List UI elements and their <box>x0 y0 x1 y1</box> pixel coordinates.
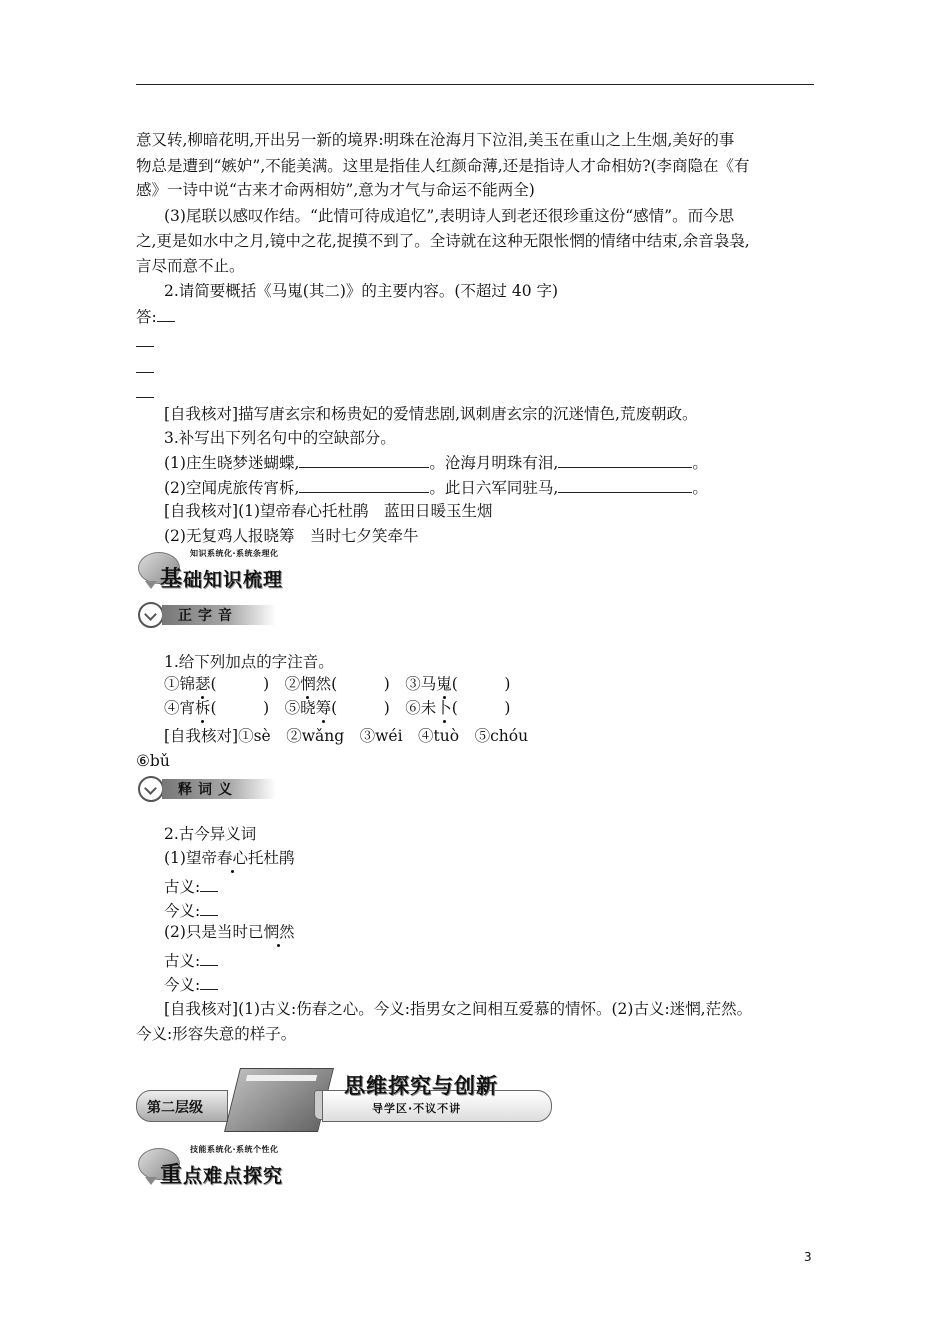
fill-blank[interactable] <box>299 477 429 493</box>
fill-blank[interactable] <box>558 452 692 468</box>
self-check: [自我核对](1)古义:伤春之心。今义:指男女之间相互爱慕的情怀。(2)古义:迷惘,茫然。 <box>164 1000 753 1018</box>
section-title: 基础知识梳理 <box>160 567 284 592</box>
word-item: (2)只是当时已惘然 <box>164 923 295 941</box>
clock-icon <box>138 776 164 802</box>
answer-blank[interactable] <box>136 357 154 373</box>
para-line: 言尽而意不止。 <box>136 257 245 275</box>
self-check: 今义:形容失意的样子。 <box>136 1025 297 1043</box>
para-line: 感》一诗中说“古来才命两相妨”,意为才气与命运不能两全) <box>136 181 535 199</box>
meaning-blank[interactable] <box>200 876 218 892</box>
pron-row: ①锦瑟( ) ②惘然( ) ③马嵬( ) <box>164 675 511 693</box>
fill-line: (1)庄生晓梦迷蝴蝶, 。沧海月明珠有泪, 。 <box>164 454 708 472</box>
clock-icon <box>138 602 164 628</box>
banner-subtitle: 导学区·不议不讲 <box>372 1102 462 1115</box>
level-label: 第二层级 <box>147 1100 203 1116</box>
answer-line[interactable] <box>136 382 154 403</box>
fill-blank[interactable] <box>299 452 429 468</box>
meaning-blank[interactable] <box>200 974 218 990</box>
answer-blank[interactable] <box>136 382 154 398</box>
para-line: 之,更是如水中之月,镜中之花,捉摸不到了。全诗就在这种无限怅惘的情绪中结束,余音袅袅, <box>136 232 750 250</box>
fill-blank[interactable] <box>558 477 692 493</box>
meaning-line: 古义: <box>164 950 218 971</box>
para-line: 物总是遭到“嫉妒”,不能美满。这里是指佳人红颜命薄,还是指诗人才命相妨?(李商隐在《有 <box>136 157 750 175</box>
meaning-line: 今义: <box>164 900 218 921</box>
answer-blank[interactable] <box>136 331 154 347</box>
question-2-words: 2.古今异义词 <box>164 825 257 843</box>
page-number: 3 <box>804 1250 812 1264</box>
banner-title: 思维探究与创新 <box>344 1074 498 1098</box>
question-2: 2.请简要概括《马嵬(其二)》的主要内容。(不超过 40 字) <box>164 282 559 300</box>
self-check: [自我核对]描写唐玄宗和杨贵妃的爱情悲剧,讽刺唐玄宗的沉迷情色,荒废朝政。 <box>164 405 698 423</box>
tab-word-meaning: 释词义 <box>138 776 278 800</box>
level-banner <box>136 1056 552 1136</box>
meaning-line: 今义: <box>164 974 218 995</box>
meaning-blank[interactable] <box>200 900 218 916</box>
section-subtitle: 技能系统化·系统个性化 <box>190 1145 279 1154</box>
meaning-line: 古义: <box>164 876 218 897</box>
tab-pronunciation: 正字音 <box>138 602 278 626</box>
self-check: [自我核对]①sè ②wǎng ③wéi ④tuò ⑤chóu <box>164 727 529 745</box>
answer-line[interactable] <box>136 331 154 352</box>
section-subtitle: 知识系统化·系统条理化 <box>190 549 279 558</box>
answer-blank[interactable] <box>157 306 175 322</box>
self-check: ⑥bǔ <box>136 752 170 770</box>
answer-label: 答: <box>136 308 157 326</box>
answer-line[interactable] <box>136 357 154 378</box>
para-line: (3)尾联以感叹作结。“此情可待成追忆”,表明诗人到老还很珍重这份“感情”。而今思 <box>164 207 735 225</box>
pron-row: ④宵柝( ) ⑤晓筹( ) ⑥未卜( ) <box>164 699 511 717</box>
fill-line: (2)空闻虎旅传宵柝, 。此日六军同驻马, 。 <box>164 479 708 497</box>
question-1: 1.给下列加点的字注音。 <box>164 653 334 671</box>
meaning-blank[interactable] <box>200 950 218 966</box>
header-rule <box>136 84 814 85</box>
self-check: [自我核对](1)望帝春心托杜鹃 蓝田日暖玉生烟 <box>164 502 493 520</box>
self-check: (2)无复鸡人报晓筹 当时七夕笑牵牛 <box>164 527 419 545</box>
question-3: 3.补写出下列名句中的空缺部分。 <box>164 429 396 447</box>
answer-line[interactable] <box>136 306 175 327</box>
word-item: (1)望帝春心托杜鹃 <box>164 849 295 867</box>
section-title: 重点难点探究 <box>160 1163 284 1188</box>
para-line: 意又转,柳暗花明,开出另一新的境界:明珠在沧海月下泣泪,美玉在重山之上生烟,美好的事 <box>136 131 735 149</box>
